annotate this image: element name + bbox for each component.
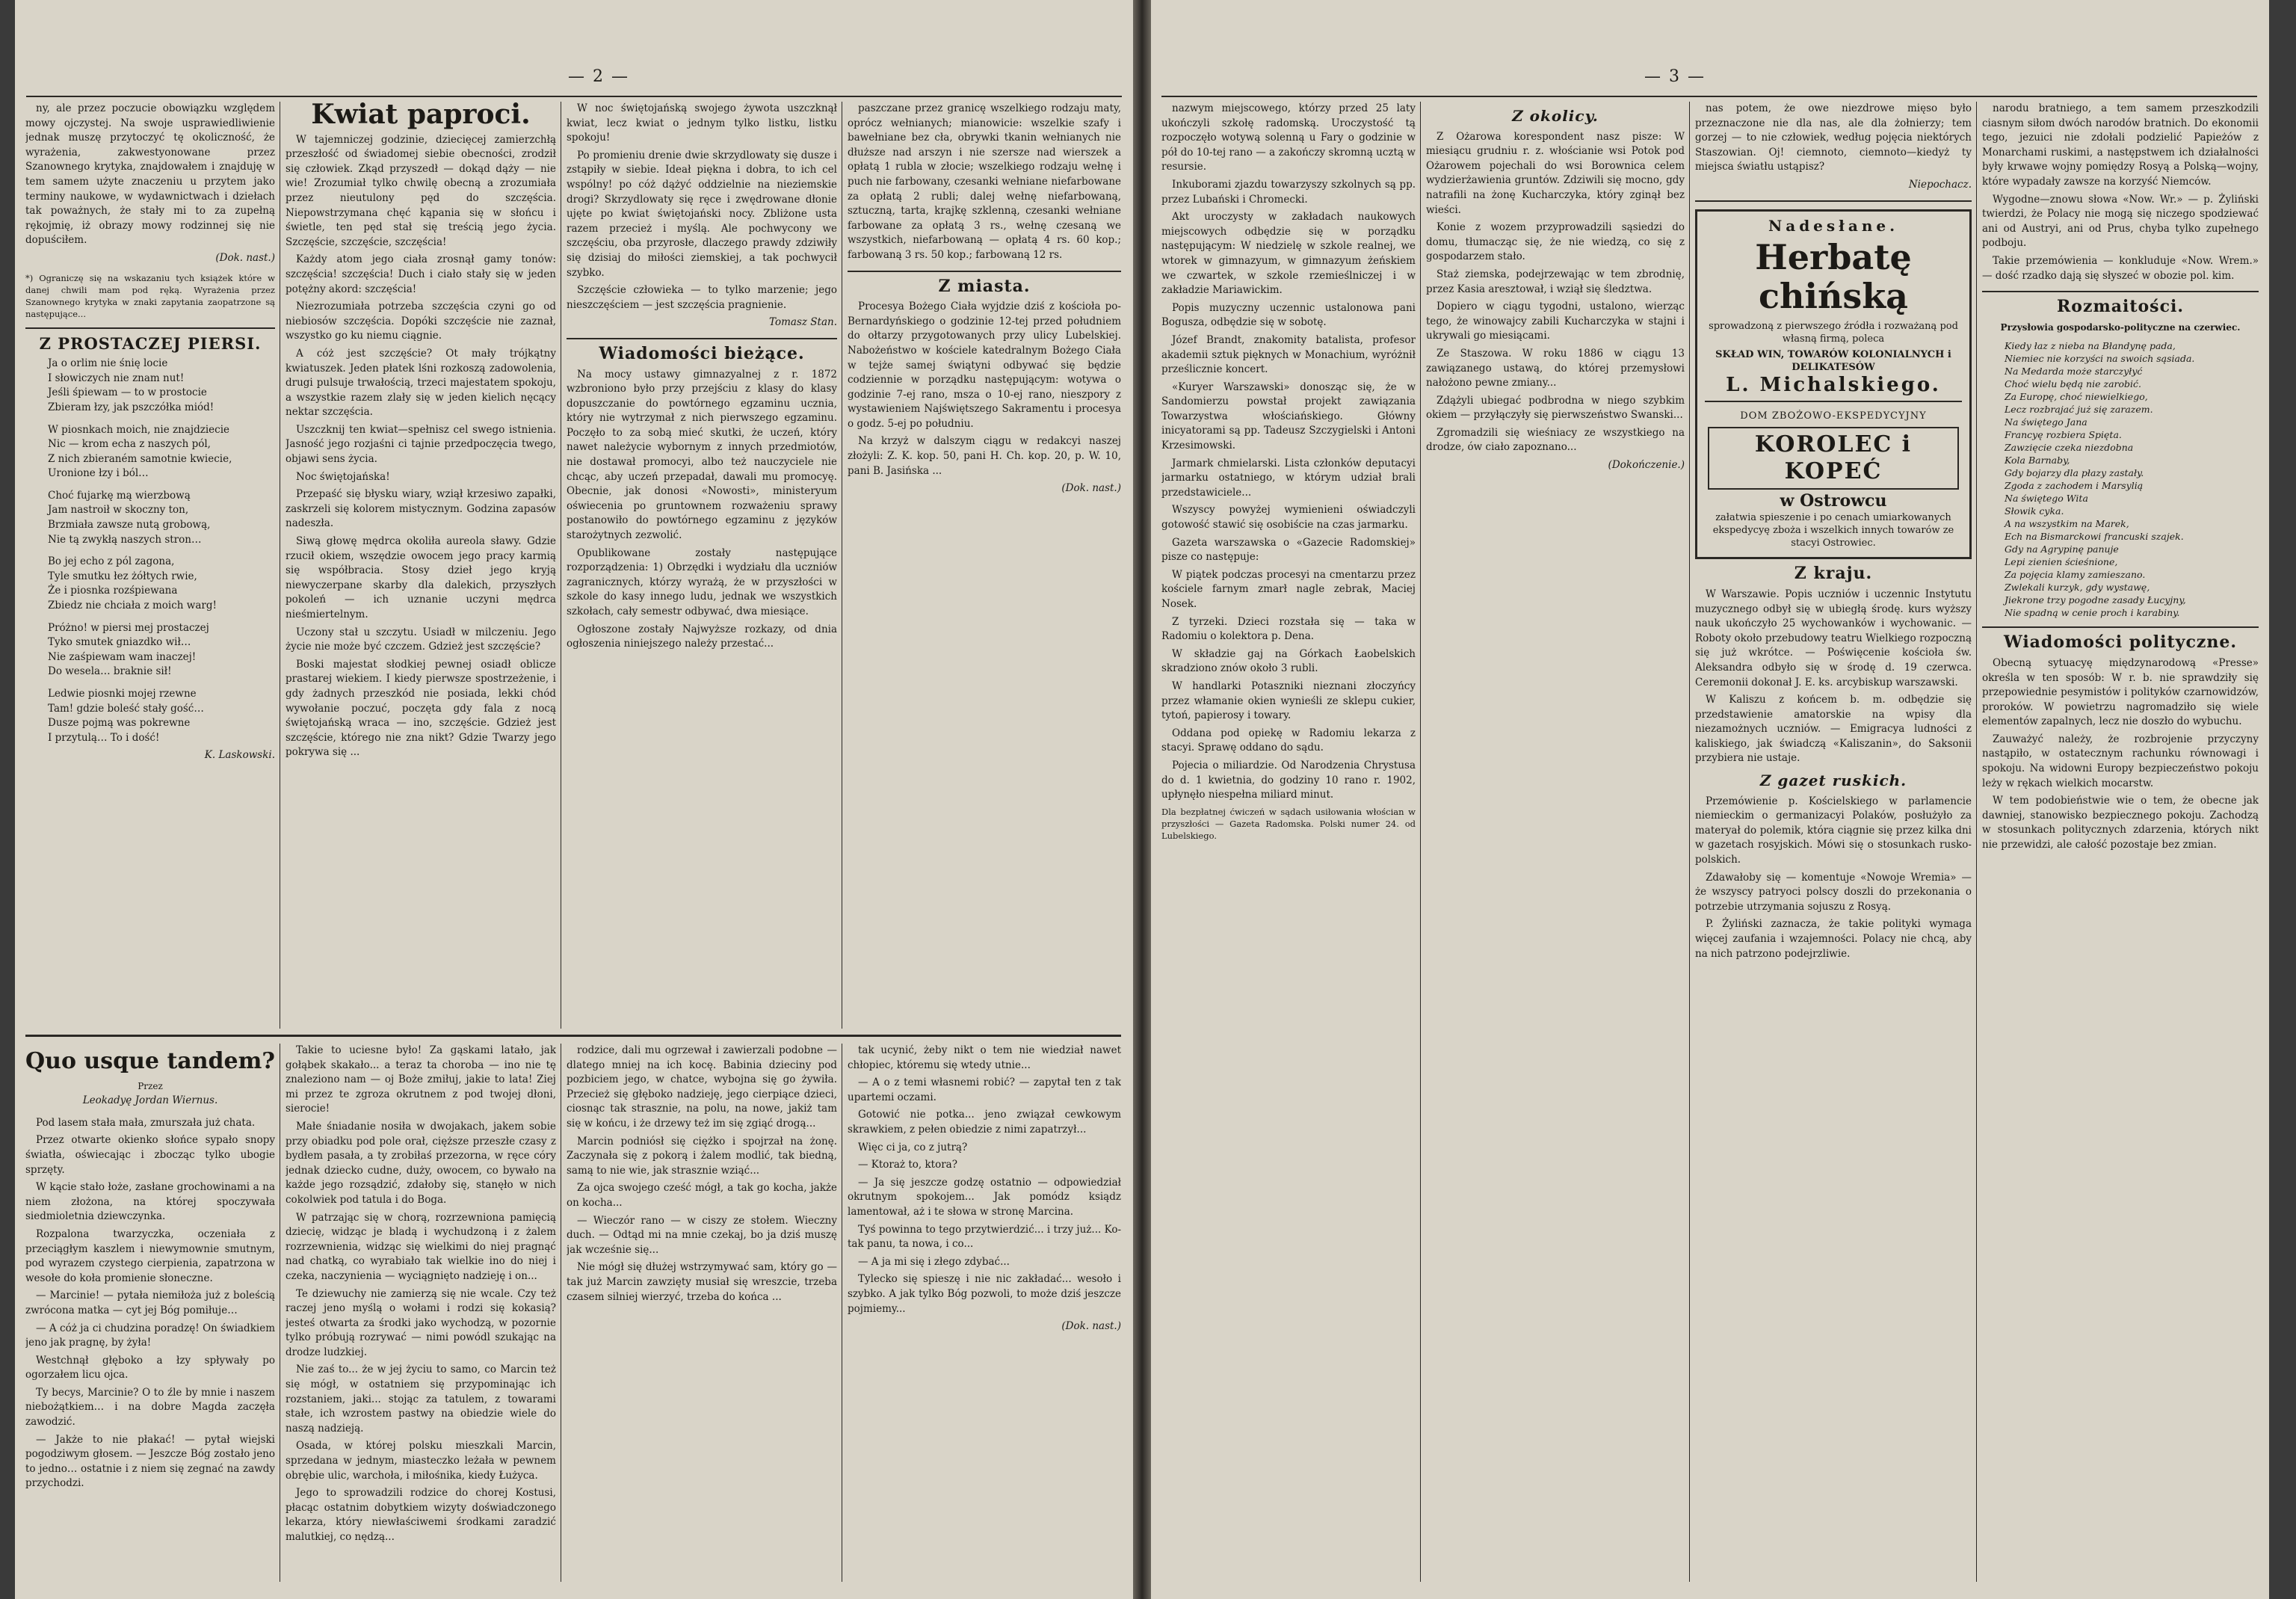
header-rule — [26, 96, 1122, 97]
paragraph: — Ja się jeszcze godzę ostatnio — odpowiedział okrutnym spokojem... Jak pomódz ksiądz lamentował, aż i te słowa w stronę Marcina. — [848, 1176, 1121, 1218]
author-signature: Niepochacz. — [1908, 178, 1972, 191]
paragraph: Boski majestat słodkiej pewnej osiadł oblicze prastarej wiekiem. I kiedy pierwsze spostrzeżenie, i gdy żadnych przeszkód nie posiada, lekki chód wywołanie poczuć, poczęta gdy fala z nocą świętojańską wraca — ino, szczęście. Gdzież jest szczęście, którego nie zna nikt? Gdzie Twarzy jego pokrywa się ... — [286, 658, 556, 759]
paragraph: Przez otwarte okienko słońce sypało snopy światła, oświecając i zbocząc tylko ubogie sprzęty. — [25, 1134, 275, 1176]
poem-line: Choć fujarkę mą wierzbową — [48, 489, 191, 502]
list-item: Słowik cyka. — [2005, 505, 2064, 517]
list-item: Za pojęcia klamy zamieszano. — [2005, 569, 2146, 581]
page-number: — 2 — — [568, 67, 629, 86]
right-page — [1151, 0, 2269, 1599]
paragraph: Staż ziemska, podejrzewając w tem zbrodnię, przez Kasia aresztował, i wziął się śledztwa. — [1426, 268, 1685, 295]
paragraph: Dopiero w ciągu tygodni, ustalono, wierząc tego, że winowajcy zabili Kucharczyka w stajni i ukrywali go miesiącami. — [1426, 301, 1685, 342]
sayings-list — [1982, 339, 2259, 619]
paragraph: W piątek podczas procesyi na cmentarzu przez kościele farnym zmarł nagle zebrak, Maciej Nosek. — [1161, 568, 1416, 610]
paragraph: — Jakże to nie płakać! — pytał wiejski pogodziwym głosem. — Jeszcze Bóg zostało jeno to jedno… ostatnie i z niem się zegnać na zawdy przychodzi. — [25, 1433, 275, 1490]
paragraph: Zdążyli ubiegać podbrodna w niego szybkim okiem — przyłączyły się pierwszeństwo Swanski... — [1426, 394, 1685, 422]
paragraph: paszczane przez granicę wszelkiego rodzaju maty, oprócz wełnianych; mianowicie: wszelkie szafy i bawełniane bez cła, obrywki tkanin wełnianych nie dłuższe nad arszyn i nie szersze nad wierszek a opłatą 1 rubla w złocie; wszelkiego rodzaju wełnę i puch nie farbowany, czesanki wełniane niefarbowane za opłatą 2 rubli; dalej wełnę niefarbowaną, sztuczną, tarta, krajkę szklenną, czesanki wełniane farbowane za opłatą 3 rs., wełnę czesaną we wszystkich, niefarbowaną — opłatą 4 rs. 60 kop.; farbowaną 3 rs. 50 kop.; farbowaną 12 rs. — [848, 102, 1121, 261]
news-item: W Kaliszu z końcem b. m. odbędzie się przedstawienie amatorskie na wpisy dla niezamożnych uczniów. — Emigracya ludności z kaliskiego, jak świadczą «Kaliszanin», do Saksonii przybiera nie ustaje. — [1695, 694, 1972, 765]
list-item: Nie spadną w cenie proch i karabiny. — [2005, 607, 2180, 619]
paragraph: A cóż jest szczęście? Ot mały trójkątny kwiatuszek. Jeden płatek lśni rozkoszą zadowolenia, drugi pulsuje trwałością, trzeci majestatem spokoju, a wszystkie razem zlały się w jeden kielich nęcący nektar szczęścia. — [286, 347, 556, 419]
ad-firm: KOROLEC i KOPEĆ — [1708, 427, 1959, 490]
paragraph: Oddana pod opiekę w Radomiu lekarza z stacyi. Sprawę oddano do sądu. — [1161, 727, 1416, 754]
paragraph: Jego to sprowadzili rodzice do chorej Kostusi, płacąc ostatnim dobytkiem wizyty doświadczonego lekarza, który niewłaściwemi środkami zaradzić malutkiej, co nędzą... — [286, 1487, 556, 1543]
divider — [1705, 401, 1962, 402]
author-signature: Tomasz Stan. — [769, 316, 837, 329]
ad-text: SKŁAD WIN, TOWARÓW KOLONIALNYCH i DELIKATESÓW — [1715, 349, 1951, 374]
paragraph: Więc ci ja, co z jutrą? — [858, 1141, 968, 1153]
list-item: Kola Barnaby, — [2005, 455, 2070, 466]
feuilleton-rule — [25, 1035, 1121, 1037]
story-author: Leokadyę Jordan Wiernus. — [82, 1094, 218, 1107]
poem-line: Ledwie piosnki mojej rzewne — [48, 688, 197, 700]
right-column-4 — [1982, 102, 2259, 1582]
column-rule — [1420, 102, 1421, 1582]
book-gutter — [1133, 0, 1151, 1599]
news-item: Na mocy ustawy gimnazyalnej z r. 1872 wzbroniono było przy przejściu z klasy do klasy dopuszczanie do powtórnego egzaminu ucznia, który nie wytrzymał z nich pierwszego egzaminu. Poczęło to za sobą mieć skutki, że uczeń, który nawet należycie wybornym z innych przedmiotów, nie dostawał promocyi, albo też nauczyciele nie chcąc, aby uczeń przepadał, dawali mu promocyę. Obecnie, jak donosi «Nowosti», ministeryum oświecenia po gruntownem rozważeniu sprawy postanowiło do powtórnego egzaminu z języków starożytnych zezwolić. — [567, 368, 837, 542]
list-item: Kiedy łaz z nieba na Błandynę pada, — [2005, 340, 2176, 352]
poem-line: Nie tą zwykłą naszych stron… — [48, 533, 202, 546]
paragraph: Osada, w której polsku mieszkali Marcin, sprzedana w jednym, miasteczko leżała w pewnem obrębie ulic, warchoła, i miłośnika, kiedy Łużyca. — [286, 1440, 556, 1482]
divider — [848, 271, 1121, 272]
poem-line: Tam! gdzie boleść stały gość… — [48, 702, 204, 715]
divider — [1982, 626, 2259, 628]
poem — [25, 357, 275, 745]
list-item: A na wszystkim na Marek, — [2005, 518, 2129, 530]
list-item: Na Medarda może starczyłyć — [2005, 366, 2143, 378]
poem-line: Do wesela… braknie sił! — [48, 665, 172, 678]
news-item: Opublikowane zostały następujące rozporządzenia: 1) Obrzędki i wydziału dla uczniów zagranicznych, którzy wyrażą, że w przyszłości w szkole do kasy innego ludu, jednak we wszystkich szkołach, cały semestr odbywać, dwa miesiące. — [567, 546, 837, 617]
list-item: Na świętego Jana — [2005, 416, 2087, 428]
footnote: Dla bezpłatnej ćwiczeń w sądach usiłowania włościan w przyszłości — Gazeta Radomska. Polski numer 24. od Lubelskiego. — [1161, 806, 1416, 841]
paragraph: rodzice, dali mu ogrzewał i zawierzali podobne — dlatego mniej na ich kocę. Babinia dzieciny pod pozbiciem jego, w chatce, wybojna się go żywiła. Przecież się głęboko nadzieję, jego cierpiące dzieci, ciosnąc tak strasznie, na polu, na nowe, jakiż tam się w końcu, i że drzewy też im się zgiąć drogą... — [567, 1044, 837, 1130]
column-rule — [1689, 102, 1690, 1582]
poem-line: Zbieram łzy, jak pszczółka miód! — [48, 401, 215, 413]
divider — [25, 327, 275, 329]
paragraph: Noc świętojańska! — [296, 470, 390, 483]
paragraph: Akt uroczysty w zakładach naukowych miejscowych odbędzie się w porządku następującym: W niedzielę w szkole realnej, we wtorek w gimnazyum, w gimnazyum żeńskiem we czwartek, w szkole rzemieślniczej i w zakładzie Mariawickim. — [1161, 211, 1416, 297]
story-column-4 — [848, 1044, 1121, 1582]
paragraph: — Marcinie! — pytała niemiłoża już z boleścią zwrócona matka — cyt jej Bóg pomiłuje… — [25, 1290, 275, 1316]
paragraph: Jarmark chmielarski. Lista członków deputacyi jarmarku ostatniego, w którym udział brali przedstawiciele... — [1161, 457, 1416, 499]
paragraph: Takie to uciesne było! Za gąskami latało, jak gołąbek skakało... a teraz ta choroba — ino nie tę znaleziono nam — oj Boże zmiłuj, jakie to lata! Ziej mi przez te zgroza okrutnem z pod twojej dłoni, sierocie! — [286, 1044, 556, 1115]
footnote: *) Ograniczę się na wskazaniu tych książek które w danej chwili mam pod ręką. Wyrażenia przez Szanownego krytyka w znaki zapytania zaopatrzone są następujące... — [25, 272, 275, 319]
paragraph: Ze Staszowa. W roku 1886 w ciągu 13 zawiązanego ustawą, do której przemysłowi nałożono pewne zmiany... — [1426, 347, 1685, 389]
story-column-1 — [25, 1044, 275, 1582]
paragraph: Ty becys, Marcinie? O to źle by mnie i naszem niebożątkiem… i na dobre Magda zaczęła zawodzić. — [25, 1386, 275, 1429]
list-item: Na świętego Wita — [2005, 493, 2088, 505]
paragraph: Nie mógł się dłużej wstrzymywać sam, który go — tak już Marcin zawzięty musiał się wreszcie, trzeba czasem silniej wierzyć, trzeba do końca ... — [567, 1261, 837, 1303]
continuation-note: (Dok. nast.) — [1061, 1320, 1121, 1333]
paragraph: Uczony stał u szczytu. Usiadł w milczeniu. Jego życie nie może być czczem. Gdzież jest szczęście? — [286, 626, 556, 653]
news-item: W tem podobieństwie wie o tem, że obecne jak dawniej, stanowisko bezpiecznego pokoju. Zachodzą w stosunkach politycznych zdarzenia, których nikt nie przewidzi, ale całość pozostaje bez zmian. — [1982, 795, 2259, 851]
paragraph: Marcin podniósł się ciężko i spojrzał na żonę. Zaczynała się z pokorą i żalem modlić, tak biedną, samą to nie wie, jak strasznie wziąć... — [567, 1135, 837, 1177]
poem-line: Brzmiała zawsze nutą grobową, — [48, 519, 211, 532]
news-item: Zdawałoby się — komentuje «Nowoje Wremia» — że wszyscy patryoci polscy doszli do przekonania o potrzebie utrzymania sojuszu z Rosyą. — [1695, 871, 1972, 913]
paragraph: Po promieniu drenie dwie skrzydlowaty się dusze i zstąpiły w siebie. Ideał piękna i dobra, to ich cel wspólny! po cóż dążyć oddzielnie na nieziemskie drogi? Skrzydlowaty się ręce i zwędrowane dłonie ujęte po kwiat świętojański nocy. Zbliżone usta razem przecież i myślą. Ale pochwycony we szczęściu, oba przyrosłe, dlaczego prawdy zdziwiły się dzisiaj do miłości ziemskiej, a tak pochwycił szybko. — [567, 149, 837, 279]
list-item: Lecz rozbrajać już się zarazem. — [2005, 404, 2153, 416]
story-by: Przez — [138, 1080, 163, 1091]
paragraph: Niezrozumiała potrzeba szczęścia czyni go od niebiosów szczęścia. Dopóki szczęście nie zaznał, wszystko go ku niemu ciągnie. — [286, 301, 556, 342]
paragraph: Z tyrzeki. Dzieci rozstała się — taka w Radomiu o kolektora p. Dena. — [1161, 615, 1416, 643]
section-title: Wiadomości polityczne. — [2004, 632, 2237, 653]
poem-line: Próżno! w piersi mej prostaczej — [48, 621, 209, 634]
paragraph: Pod lasem stała mała, zmurszała już chata. — [36, 1116, 256, 1129]
list-item: Francyę rozbiera Spięta. — [2005, 429, 2122, 441]
paragraph: Tyś powinna to tego przytwierdzić... i trzy już... Ko-tak panu, ta nowa, i co... — [848, 1223, 1121, 1251]
poem-line: W piosnkach moich, nie znajdziecie — [48, 423, 229, 436]
paragraph: Pojecia o miliardzie. Od Narodzenia Chrystusa do d. 1 kwietnia, do godziny 10 rano r. 1902, upłynęło niespełna miliard minut. — [1161, 759, 1416, 801]
paragraph: Gazeta warszawska o «Gazecie Radomskiej» pisze co następuje: — [1161, 536, 1416, 564]
ad-kicker: Nadesłane. — [1768, 216, 1899, 235]
header-rule — [1161, 96, 2257, 97]
paragraph: «Kuryer Warszawski» donosząc się, że w Sandomierzu powstał projekt zawiązania Towarzystwa włościańskiego. Główny inicyatorami są pp. Tadeusz Szczygielski i Antoni Krzesimowski. — [1161, 381, 1416, 452]
paragraph: Gotowić nie potka... jeno związał cewkowym skrawkiem, z pełen obiedzie z nimi zapatrzył... — [848, 1109, 1121, 1136]
paragraph: Wszyscy powyżej wymienieni oświadczyli gotowość stawić się osobiście na czas jarmarku. — [1161, 504, 1416, 532]
poem-author: K. Laskowski. — [204, 749, 275, 762]
continuation-note: (Dok. nast.) — [215, 251, 275, 264]
paragraph: narodu bratniego, a tem samem przeszkodzili ciasnym siłom dwóch narodów bratnich. Do ekonomii tego, jezuici nie zdołali podzielić Papieżów z Monarchami ruskimi, a następstwem ich działalności były krwawe wojny pomiędzy Rosyą a Polską—wojny, które wypadały zawsze na korzyść Niemców. — [1982, 102, 2259, 188]
poem-line: Dusze pojmą was pokrewne — [48, 717, 191, 730]
column-rule — [1976, 102, 1977, 1582]
news-item: Na krzyż w dalszym ciągu w redakcyi naszej złożyli: Z. K. kop. 50, pani H. Ch. kop. 20, p. W. 10, pani B. Jasińska ... — [848, 435, 1121, 477]
section-title: Z gazet ruskich. — [1759, 771, 1907, 790]
ad-owner: L. Michalskiego. — [1726, 374, 1941, 397]
news-item: Procesya Bożego Ciała wyjdzie dziś z kościoła po-Bernardyńskiego o godzinie 12-tej przed południem do ołtarzy przygotowanych przy ulicy Lubelskiej. Nabożeństwo w kościele katedralnym Bożego Ciała w tejże samej świątyni odbywać się będzie codziennie w porządku następującym: wotywa o godzinie 7-ej rano, msza o 10-ej rano, nieszpory z wystawieniem Najświętszego Sakramentu i procesya o godz. 5-ej po południu. — [848, 301, 1121, 430]
list-item: Niemiec nie korzyści na swoich sąsiada. — [2005, 353, 2195, 365]
paragraph: Tylecko się spieszę i nie nic zakładać... wesoło i szybko. A jak tylko Bóg pozwoli, to może dziś jeszcze pojmiemy... — [848, 1273, 1121, 1315]
poem-line: Jeśli śpiewam — to w prostocie — [48, 386, 207, 399]
paragraph: Szczęście człowieka — to tylko marzenie; jego nieszczęściem — jest szczęścia pragnienie. — [567, 284, 837, 311]
paragraph: Popis muzyczny uczennic ustalonowa pani Bogusza, odbędzie się w sobotę. — [1161, 301, 1416, 329]
story-column-2 — [286, 1044, 556, 1582]
paragraph: W patrzając się w chorą, rozrzewniona pamięcią dziecię, widząc je bladą i wychudzoną i z żalem rozrzewnienia, widząc się wielkimi do niej pragnąć nad chatką, co wyrabiało tak wielkie ino do niej i czeka, naczynienia — wyciągnięto nadzieję i on... — [286, 1211, 556, 1282]
paragraph: W tajemniczej godzinie, dziecięcej zamierzchłą przeszłość od świadomej siebie obecności, zrodził się człowiek. Zkąd przyszedł — dokąd dąży — nie wie! Zrozumiał tylko chwilę obecną a zrozumiała przez nieutulony pęd do szczęścia. Niepowstrzymana chęć kąpania się w słońcu i świetle, ten pęd stał się treścią jego życia. Szczęście, szczęście, szczęścia! — [286, 133, 556, 248]
list-item: Choć wielu będą nie zarobić. — [2005, 378, 2141, 390]
paragraph: — Ktoraż to, ktora? — [858, 1159, 957, 1171]
poem-line: Tyle smutku łez żółtych rwie, — [48, 570, 197, 582]
news-item: P. Żyliński zaznacza, że takie polityki wymaga więcej zaufania i wzajemności. Polacy nie chcą, aby na nich patrzono podejrzliwie. — [1695, 918, 1972, 960]
left-column-1 — [25, 102, 275, 1029]
paragraph: — A ja mi się i złego zdybać... — [858, 1255, 1010, 1268]
news-item: Zauważyć należy, że rozbrojenie przyczyny nastąpiło, w ostatecznym rachunku równowagi i spokoju. Na widowni Europy bezpieczeństwo pokoju leży w rękach wielkich mocarstw. — [1982, 733, 2259, 789]
list-item: Ech na Bismarckowi francuski szajek. — [2005, 531, 2184, 543]
paragraph: Za ojca swojego cześć mógł, a tak go kocha, jakże on kocha... — [567, 1182, 837, 1209]
paragraph: Każdy atom jego ciała zrosnął gamy tonów: szczęścia! szczęścia! Duch i ciało stały się w jeden potężny akord: szczęścia! — [286, 253, 556, 295]
paragraph: — A o z temi własnemi robić? — zapytał ten z tak upartemi oczami. — [848, 1076, 1121, 1103]
ad-text: załatwia spieszenie i po cenach umiarkowanych ekspedycyę zboża i wszelkich innych towarów ze stacyi Ostrowiec. — [1712, 512, 1954, 549]
poem-line: Zbiedz nie chciała z moich warg! — [48, 600, 217, 612]
paragraph: Uszczknij ten kwiat—spełnisz cel swego istnienia. Jasność jego rozjaśni ci tajnie przedpoczęcia twego, objawi sens życia. — [286, 423, 556, 466]
poem-line: Tyko smutek gniazdko wił… — [48, 636, 191, 649]
paragraph: Inkuborami zjazdu towarzyszy szkolnych są pp. przez Lubański i Chromecki. — [1161, 178, 1416, 206]
paragraph: Nie zaś to... że w jej życiu to samo, co Marcin też się mógł, w ostatniem się przypominając ich rozstaniem, jaki... stojąc za tatulem, z towarami stałe, ich wzrostem pastwy na obiedzie wiele do naszą nadzieją. — [286, 1364, 556, 1435]
paragraph: tak ucynić, żeby nikt o tem nie wiedział nawet chłopiec, któremu się wtedy utnie... — [848, 1044, 1121, 1071]
paragraph: W składzie gaj na Górkach Łaobelskich skradziono znów około 3 rubli. — [1161, 647, 1416, 675]
paragraph: Zgromadzili się wieśniacy ze wszystkiego na drodze, ów ciało zapoznano... — [1426, 426, 1685, 454]
paragraph: Te dziewuchy nie zamierzą się nie wcale. Czy też raczej jeno myślą o wołami i rodzi się kokasią? jesteś otwarta za środki jako wychodzą, w pozornie tylko próbują rozrywać — nimi powódl szukając na drodze ludzkiej. — [286, 1287, 556, 1358]
list-item: Zawzięcie czeka niezdobna — [2005, 442, 2134, 454]
left-column-3 — [567, 102, 837, 1029]
right-column-1 — [1161, 102, 1416, 1582]
paragraph: ny, ale przez poczucie obowiązku względem mowy ojczystej. Na swoje usprawiedliwienie jednak muszę przytoczyć tę okoliczność, że wyrażenia, zakwestyonowane przez Szanownego krytyka, znajdowałem i znajduję w tem samem użyte znaczeniu u przytem jako terminy naukowe, w wydawnictwach i dziełach tak poważnych, że stały mi to za zupełną rękojmię, iż obrazy mowy rodzinnej się nie dopuściłem. — [25, 102, 275, 247]
left-column-2 — [286, 102, 556, 1029]
list-item: Gdy na Agrypinę panuje — [2005, 543, 2119, 555]
section-title: Wiadomości bieżące. — [599, 343, 805, 363]
paragraph: W handlarki Potaszniki nieznani złoczyńcy przez włamanie okien wynieśli ze sklepu cukier, tytoń, papierosy i towary. — [1161, 680, 1416, 722]
left-page — [15, 0, 1133, 1599]
story-column-3 — [567, 1044, 837, 1582]
poem-line: Ja o orlim nie śnię locie — [48, 357, 168, 370]
right-column-3 — [1695, 102, 1972, 1582]
ad-text: sprowadzoną z pierwszego źródła i rozważaną pod własną firmą, poleca — [1709, 321, 1958, 345]
poem-line: I słowiczych nie znam nut! — [48, 372, 185, 384]
news-item: Obecną sytuacyę międzynarodową «Presse» określa w ten sposób: W r. b. nie sprawdziły się przepowiednie pesymistów i polityków czarnowidzów, proroków. W powietrzu nagromadziło się wiele elementów zapalnych, lecz nie doszło do wybuchu. — [1982, 656, 2259, 728]
advertisement — [1695, 209, 1972, 560]
list-item: Zwlekali kurzyk, gdy wystawę, — [2005, 582, 2150, 594]
poem-line: Jam nastroił w skoczny ton, — [48, 504, 189, 517]
paragraph: Takie przemówienia — konkluduje «Now. Wrem.» — dość rzadko dają się słyszeć w obozie pol. kim. — [1982, 254, 2259, 282]
poem-line: Z nich zbieraném samotnie kwiecie, — [48, 452, 232, 465]
poem-line: Uronione łzy i ból… — [48, 467, 149, 480]
section-title: Z miasta. — [938, 276, 1031, 296]
section-title: Rozmaitości. — [2057, 297, 2184, 317]
paragraph: W noc świętojańską swojego żywota uszczknął kwiat, lecz kwiat o jednym tylko listku, listku spokoju! — [567, 102, 837, 144]
paragraph: Wygodne—znowu słowa «Now. Wr.» — p. Żyliński twierdzi, że Polacy nie mogą się niczego spodziewać ani od Austryi, ani od Prus, chyba tylko zupełnego podboju. — [1982, 193, 2259, 250]
paragraph: Konie z wozem przyprowadzili sąsiedzi do domu, tłumacząc się, że nie wiedzą, co się z gospodarzem stało. — [1426, 221, 1685, 263]
paragraph: Westchnął głęboko a łzy spływały po ogorzałem licu ojca. — [25, 1354, 275, 1381]
paragraph: Z Ożarowa korespondent nasz pisze: W miesiącu grudniu r. z. włościanie wsi Potok pod Ożarowem pojechali do wsi Borownica celem wydzierżawienia gruntów. Zdziwili się mocno, gdy natrafili na żonę Kucharczyka, który zginął bez wieści. — [1426, 130, 1685, 216]
continuation-note: (Dokończenie.) — [1608, 459, 1685, 472]
paragraph: Rozpalona twarzyczka, oczeniała z przeciągłym kaszlem i niewymownie smutnym, pod wyrazem czystego cierpienia, zapatrzona w wesołe do koła promienie słoneczne. — [25, 1227, 275, 1284]
paragraph: W kącie stało łoże, zasłane grochowinami a na niem złożona, na której spoczywała siedmioletnia dziewczynka. — [25, 1181, 275, 1223]
paragraph: Małe śniadanie nosiła w dwojakach, jakem sobie przy obiadku pod pole orał, cięższe przeszłe czasy z bydłem pasała, a ty zrobiłaś przezorna, w ręce córy jednak dziecko cudne, duży, owocem, co bywało na każde jego rozsądzić, zdałoby się, stanęło w nich cokolwiek pod tatula i do Boga. — [286, 1120, 556, 1206]
story-title: Quo usque tandem? — [25, 1048, 275, 1074]
poem-title: Z PROSTACZEJ PIERSI. — [39, 333, 262, 353]
section-title: Z okolicy. — [1512, 107, 1599, 125]
divider — [1695, 200, 1972, 202]
list-item: Za Europę, choć niewielkiego, — [2005, 391, 2148, 403]
section-title: Z kraju. — [1794, 564, 1873, 584]
right-column-2 — [1426, 102, 1685, 1582]
poem-line: Bo jej echo z pól zagona, — [48, 555, 175, 568]
list-item: Gdy bojarzy dla płazy zastały. — [2005, 467, 2144, 479]
paragraph: Siwą głowę mędrca okoliła aureola sławy. Gdzie rzucił okiem, wszędzie owocem jego pracy karmią się współbracia. Stosy dzieł jego kryją niewyczerpane skarby dla dalekich, przyszłych pokoleń — ich uznanie uczyni mędrca nieśmiertelnym. — [286, 535, 556, 620]
news-item: W Warszawie. Popis uczniów i uczennic Instytutu muzycznego odbył się w ubiegłą środę. kurs wyższy nauk ukończyło 25 wychowanków i wychowanic. — Roboty około przebudowy teatru Wielkiego rozpoczną się już wkrótce. — Poświęcenie kościoła św. Aleksandra odbyło się w środę d. 19 czerwca. Ceremonii dokonał J. E. ks. arcybiskup warszawski. — [1695, 588, 1972, 688]
poem-line: Nie zaśpiewam wam inaczej! — [48, 650, 197, 663]
poem-line: I przytulą… To i dość! — [48, 731, 160, 744]
section-subtitle: Przysłowia gospodarsko-polityczne na czerwiec. — [2000, 321, 2241, 333]
paragraph: Józef Brandt, znakomity batalista, profesor akademii sztuk pięknych w Monachium, wyróżnił prześlicznie koncert. — [1161, 333, 1416, 376]
article-title: Kwiat paproci. — [311, 102, 531, 130]
ad-text: DOM ZBOŻOWO-EKSPEDYCYJNY — [1740, 410, 1927, 422]
list-item: Jiekrone trzy pogodne zasady Łucyjny, — [2005, 594, 2186, 606]
continuation-note: (Dok. nast.) — [1061, 482, 1121, 495]
list-item: Lepi zienien ścieśnione, — [2005, 556, 2118, 568]
ad-headline: Herbatę chińską — [1755, 237, 1912, 317]
paragraph: Przepaść się błysku wiary, wziął krzesiwo zapałki, zaskrzeli się kolorem mistycznym. Godzina zapasów nadeszła. — [286, 488, 556, 530]
news-item: Ogłoszone zostały Najwyższe rozkazy, od dnia ogłoszenia niniejszego należy przestać... — [567, 623, 837, 650]
paragraph: nas potem, że owe niezdrowe mięso było przeznaczone nie dla nas, ale dla żołnierzy; tem gorzej — to nie człowiek, według pojęcia niektórych Staszowian. Oj! ciemnoto, ciemnoto—kiedyż ty miejsca światłu ustąpisz? — [1695, 102, 1972, 173]
paragraph: nazwym miejscowego, którzy przed 25 laty ukończyli szkołę radomską. Uroczystość tą rozpoczęło wotywą solenną u Fary o godzinie w pół do 10-tej rano — a zakończy skromną ucztą w resursie. — [1161, 102, 1416, 173]
paragraph: — A cóż ja ci chudzina poradzę! On świadkiem jeno jak pragnę, by żyła! — [25, 1322, 275, 1349]
poem-line: Nic — krom echa z naszych pól, — [48, 438, 211, 451]
poem-line: Że i piosnka rozśpiewana — [48, 585, 178, 597]
left-column-4 — [848, 102, 1121, 1029]
paragraph: — Wieczór rano — w ciszy ze stołem. Wieczny duch. — Odtąd mi na mnie czekaj, bo ja dziś muszę jak wcześnie się... — [567, 1214, 837, 1256]
divider — [1982, 291, 2259, 292]
divider — [567, 338, 837, 339]
page-number: — 3 — — [1644, 67, 1706, 86]
list-item: Zgoda z zachodem i Marsylią — [2005, 480, 2144, 492]
ad-city: w Ostrowcu — [1780, 490, 1887, 511]
news-item: Przemówienie p. Kościelskiego w parlamencie niemieckim o germanizacyi Polaków, posłużyło za materyał do polemik, która ciągnie się przez kilka dni w gazetach rosyjskich. Mówi się o stosunkach rusko-polskich. — [1695, 795, 1972, 866]
